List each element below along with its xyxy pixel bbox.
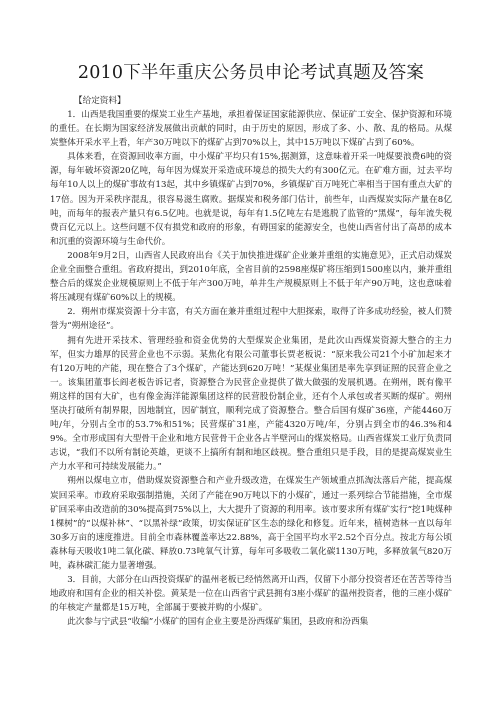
paragraph-8: 此次参与宁武县“收编”小煤矿的国有企业主要是汾西煤矿集团，县政府和汾西集 xyxy=(67,617,369,628)
paragraph-1: 1．山西是我国重要的煤炭工业生产基地，承担着保证国家能源供应、保证矿工安全、保护资源和环境的重任。在长期为国家经济发展做出贡献的同时，由于历史的原因，形成了多、小、散、乱的格局。从煤炭整体开采水平上看，年产30万吨以下的煤矿占到70%以上，其中15万吨以下煤矿占到了60%。 xyxy=(50,110,452,149)
paragraph-7: 3．目前，大部分在山西投资煤矿的温州老板已经悄然离开山西，仅留下小部分投资者还在苦苦等待当地政府和国有企业的相关补偿。黄某是一位在山西省宁武县拥有3座小煤矿的温州投资者，他的三座小煤矿的年核定产量都是15万吨，全部属于要被并购的小煤矿。 xyxy=(50,575,452,614)
section-label: 【给定资料】 xyxy=(74,96,126,106)
paragraph-5: 拥有先进开采技术、管理经验和资金优势的大型煤炭企业集团，是此次山西煤炭资源大整合的主力军，但实力雄厚的民营企业也不示弱。某焦化有限公司董事长贾老板说：“原来我公司21个小矿加起来才有120万吨的产能，现在整合了3个煤矿，产能达到620万吨！”某煤业集团是率先享到证照的民营企业之一。该集团董事长阎老板告诉记者，资源整合为民营企业提供了做大做强的发展机遇。在朔州，既有像平朔这样的国有大矿，也有像金海洋能源集团这样的民营股份制企业，还有个人承包或者买断的煤矿。朔州坚决打破所有制界限，因地制宜，因矿制宜，顺利完成了资源整合。整合后国有煤矿36座，产能4460万吨/年，分别占全市的53.7%和51%；民营煤矿31座，产能4320万吨/年，分别占到全市的46.3%和49%。全市形成国有大型骨干企业和地方民营骨干企业各占半壁河山的煤炭格局。山西省煤炭工业厅负责同志说，“我们不以所有制论英雄，更谈不上搞所有制和地区歧视。整合重组只是手段，目的是提高煤炭业生产力水平和可持续发展能力。” xyxy=(50,335,452,473)
paragraph-6: 朔州以煤电立市，借助煤炭资源整合和产业升级改造，在煤炭生产领域重点抓淘汰落后产能，提高煤炭回采率。市政府采取强制措施，关闭了产能在90万吨以下的小煤矿，通过一系列综合节能措施，全市煤矿回采率由改造前的30%提高到75%以上，大大提升了资源的利用率。该市要求所有煤矿实行“挖1吨煤种1棵树”的“以煤补林”、“以黑补绿”政策，切实保证矿区生态的绿化和修复。近年来，植树造林一直以每年30多万亩的速度推进。目前全市森林覆盖率达22.88%，高于全国平均水平2.52个百分点。按北方每公顷森林每天吸收1吨二氧化碳、释放0.73吨氧气计算，每年可多吸收二氧化碳1130万吨，多释放氧气820万吨，森林碳汇能力显著增强。 xyxy=(50,476,452,571)
paragraph-4: 2．朔州市煤炭资源十分丰富，有关方面在兼并重组过程中大胆探索，取得了许多成功经验，被人们赞誉为“朔州途径”。 xyxy=(50,307,452,332)
paragraph-3: 2008年9月2日，山西省人民政府出台《关于加快推进煤矿企业兼并重组的实施意见》，正式启动煤炭企业全面整合重组。省政府提出，到2010年底，全省目前的2598座煤矿将压缩到1500座以内，兼并重组整合后的煤炭企业规模原则上不低于年产300万吨，单井生产规模原则上不低于年产90万吨，这也意味着将压减现有煤矿60%以上的规模。 xyxy=(50,250,452,304)
paragraph-2: 具体来看，在资源回收率方面，中小煤矿平均只有15%,据测算，这意味着开采一吨煤要浪费6吨的资源，每年破坏资源20亿吨，每年因为煤炭开采造成环境总的损失大约有300亿元。在矿难方面，过去平均每年10人以上的煤矿事故有13起，其中乡镇煤矿占到70%，乡镇煤矿百万吨死亡率相当于国有重点大矿的17倍。因为开采秩序混乱，很容易滋生腐败。据煤炭和税务部门估计，前些年，山西煤炭实际产量在8亿吨，而每年的报表产量只有6.5亿吨。也就是说，每年有1.5亿吨左右是逃脱了监管的“黑煤”，每年流失税费百亿元以上。这些问题不仅有损党和政府的形象，有碍国家的能源安全，也使山西省付出了高昂的成本和沉重的资源环境与生命代价。 xyxy=(50,152,452,247)
page-title: 2010下半年重庆公务员申论考试真题及答案 xyxy=(77,63,425,83)
